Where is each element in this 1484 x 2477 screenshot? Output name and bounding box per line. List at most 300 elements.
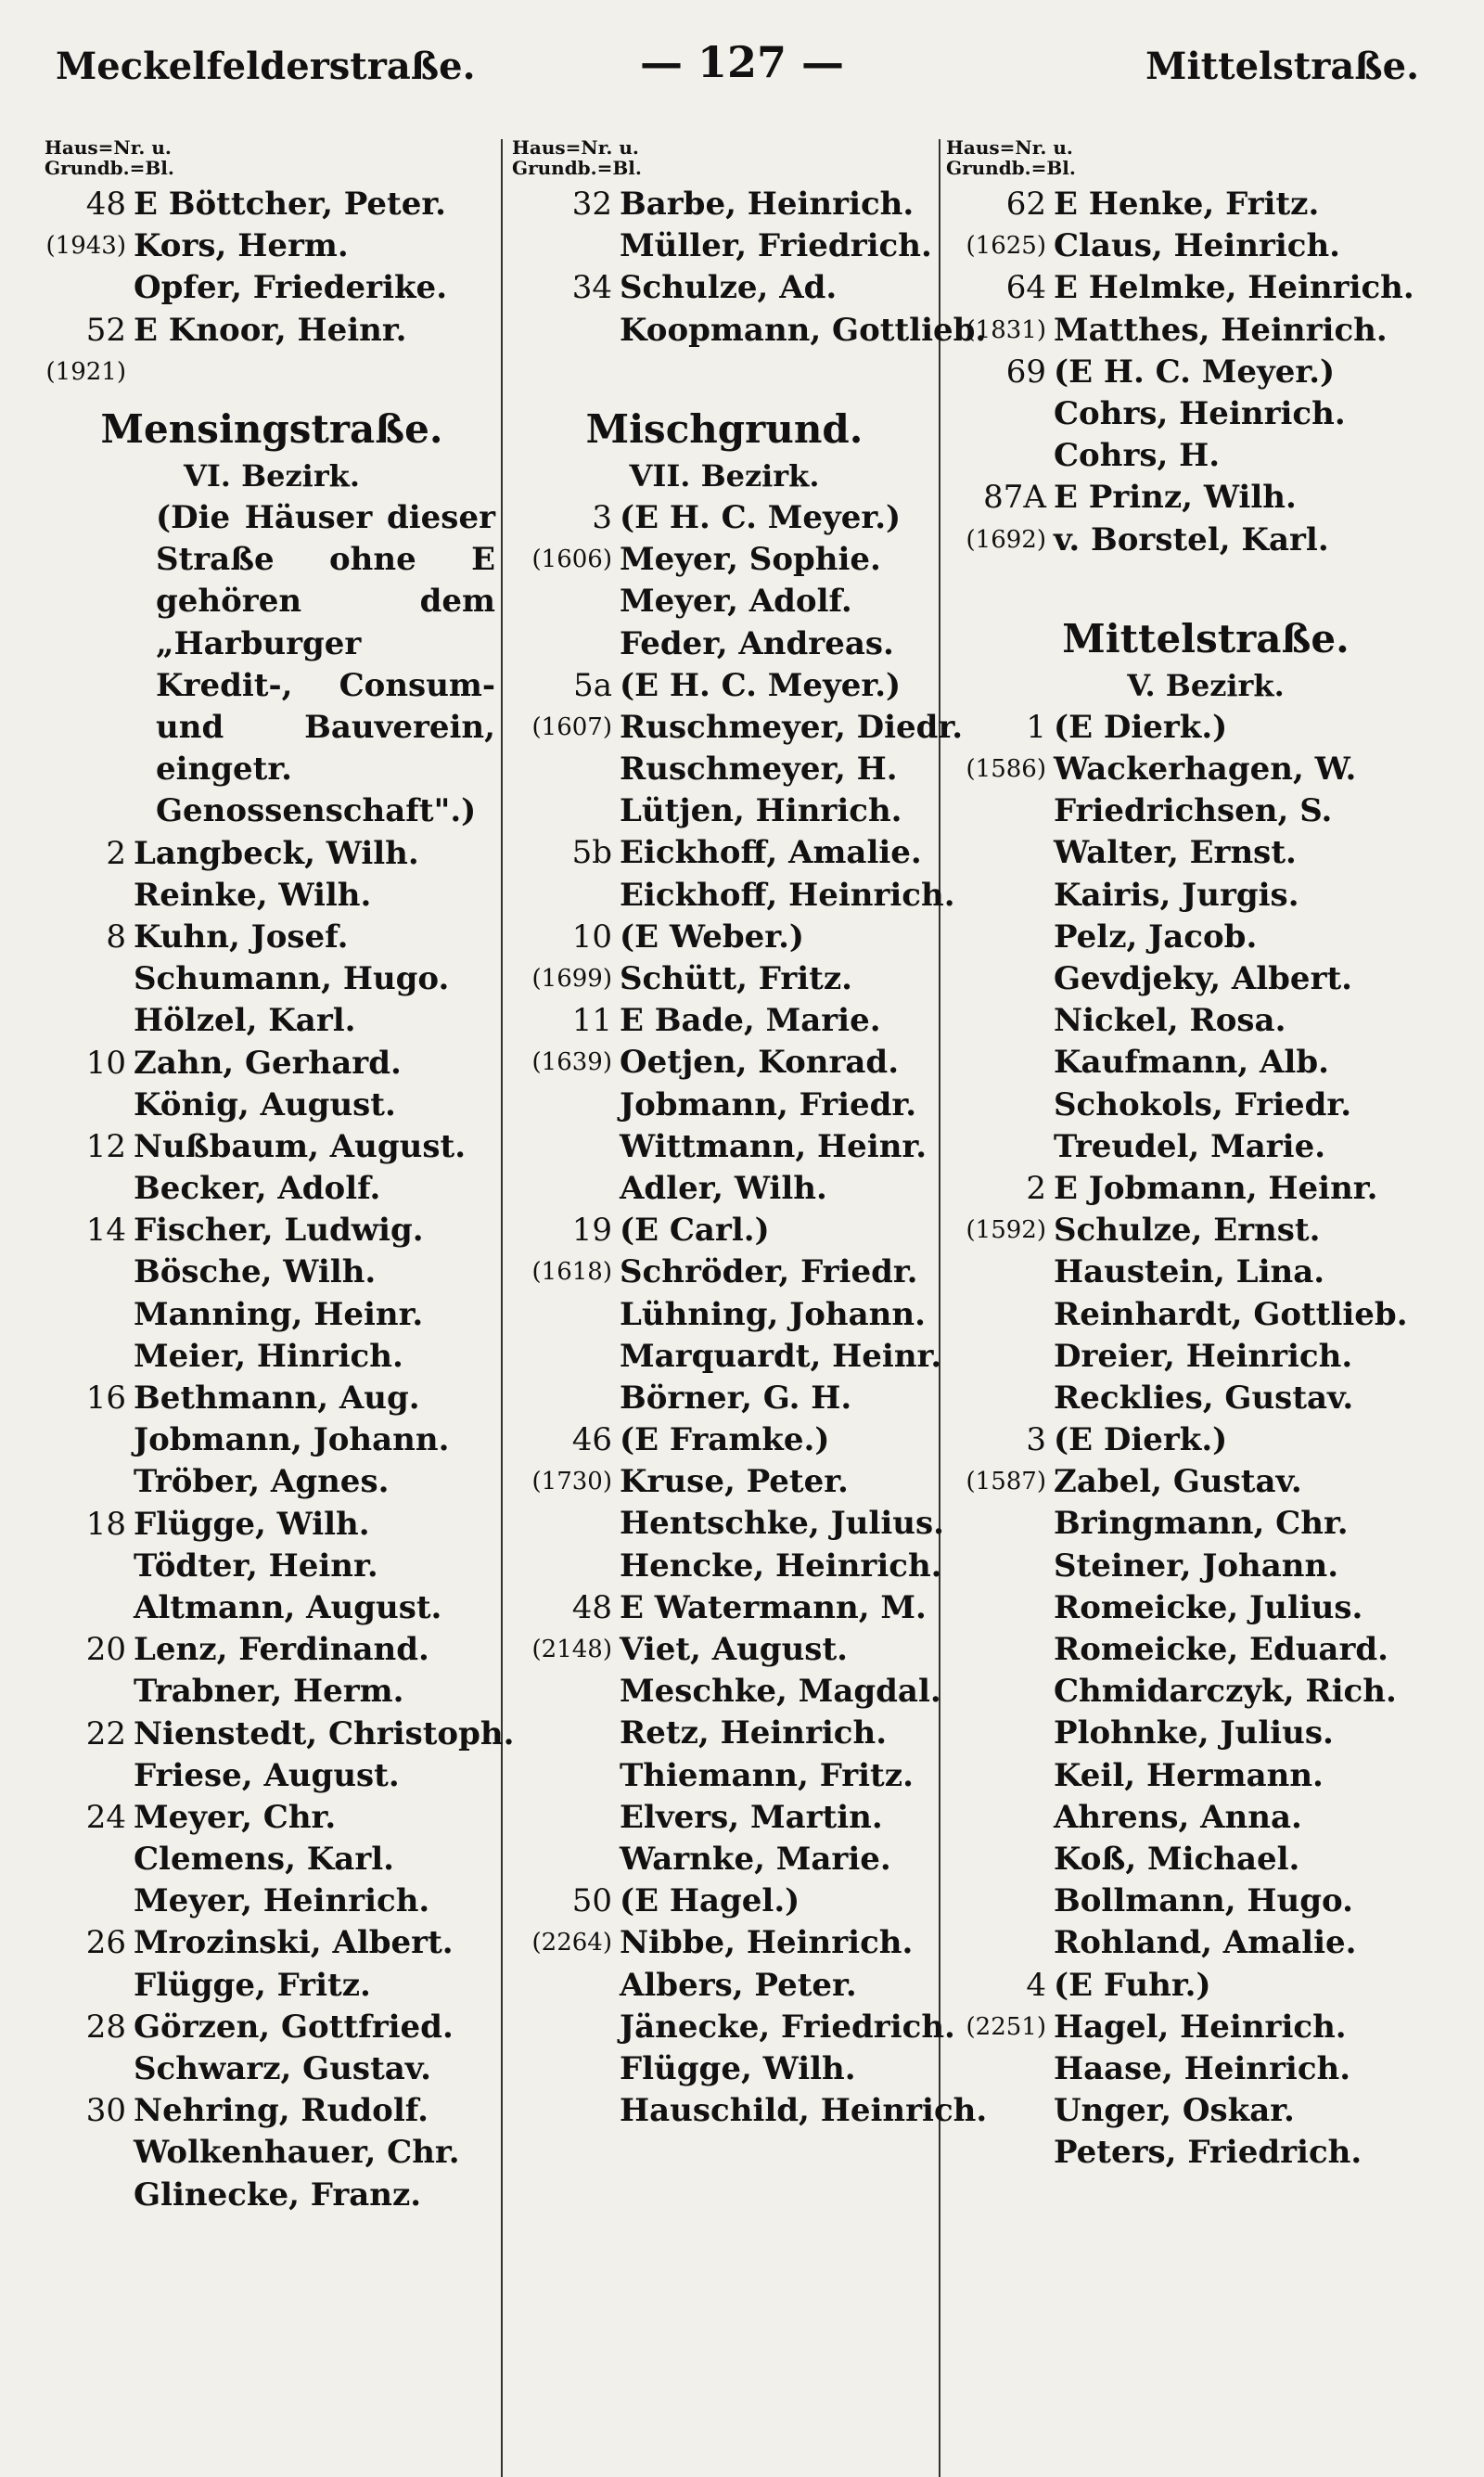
resident-name: Haustein, Lina. — [1054, 1253, 1325, 1291]
list-item — [946, 1000, 1465, 1042]
entry-list — [512, 497, 988, 2132]
resident-name: Romeicke, Eduard. — [1054, 1631, 1388, 1668]
resident-name: Schröder, Friedr. — [620, 1253, 918, 1291]
list-item — [512, 1168, 937, 1210]
list-item — [946, 2007, 1465, 2048]
resident-name: Lenz, Ferdinand. — [134, 1631, 429, 1669]
house-number: 69 — [1005, 353, 1046, 391]
grundbuch-number: (1592) — [966, 1216, 1046, 1245]
list-item — [946, 832, 1465, 874]
resident-name: Cohrs, H. — [1054, 437, 1221, 475]
list-item — [946, 310, 1465, 352]
resident-name: E Knoor, Heinr. — [134, 311, 407, 349]
list-item — [45, 1671, 499, 1713]
list-item — [45, 1251, 499, 1293]
resident-name: Manning, Heinr. — [134, 1295, 424, 1333]
grundbuch-number: (1639) — [531, 1048, 612, 1077]
house-number: 24 — [85, 1798, 126, 1836]
list-item — [45, 1797, 499, 1839]
house-number — [946, 917, 1046, 958]
district-label: VII. Bezirk. — [629, 457, 820, 494]
list-item — [946, 1294, 1465, 1336]
resident-name: Matthes, Heinrich. — [1054, 311, 1388, 349]
resident-name: Bringmann, Chr. — [1054, 1505, 1349, 1543]
resident-name: Ruschmeyer, Diedr. — [620, 708, 964, 746]
list-item — [45, 1168, 499, 1210]
list-item — [946, 1084, 1465, 1126]
house-number — [512, 1168, 612, 1210]
list-item — [946, 1587, 1465, 1629]
grundbuch-number: (1618) — [531, 1258, 612, 1287]
list-item — [45, 1755, 499, 1797]
list-item — [512, 497, 937, 539]
resident-name: Hagel, Heinrich. — [1054, 2008, 1347, 2046]
list-item — [512, 2048, 937, 2090]
ownership-note: (Die Häuser dieser Straße ohne E gehören dem „Harburger Kredit-, Consum- und Bauverein, eingetr. Genossenschaft".) — [156, 498, 495, 830]
list-item — [946, 1042, 1465, 1084]
resident-name: Meyer, Adolf. — [620, 583, 852, 621]
house-number — [512, 1755, 612, 1797]
entry-list — [45, 184, 499, 393]
resident-name: Thiemann, Fritz. — [620, 1756, 914, 1794]
list-item — [512, 958, 937, 1000]
list-item — [512, 832, 937, 874]
house-number — [512, 225, 612, 267]
house-number: 2 — [1026, 1169, 1046, 1207]
list-item — [946, 1713, 1465, 1754]
resident-name: Schumann, Hugo. — [134, 960, 450, 998]
resident-name: Schütt, Fritz. — [620, 960, 852, 997]
list-item — [45, 267, 499, 309]
column-header-line1: Haus=Nr. u. — [45, 136, 172, 159]
resident-name: Langbeck, Wilh. — [134, 834, 419, 872]
resident-name: Zahn, Gerhard. — [134, 1044, 402, 1082]
list-item — [946, 707, 1465, 749]
list-item — [512, 1294, 937, 1336]
list-item — [45, 1587, 499, 1629]
house-number — [946, 1671, 1046, 1713]
column-header-line2: Grundb.=Bl. — [946, 157, 1076, 179]
house-number — [45, 1880, 126, 1922]
resident-name: Kuhn, Josef. — [134, 918, 349, 956]
resident-name: Bethmann, Aug. — [134, 1380, 420, 1417]
resident-name: Cohrs, Heinrich. — [1054, 394, 1346, 432]
list-item — [946, 520, 1465, 561]
resident-name: Mrozinski, Albert. — [134, 1924, 454, 1962]
resident-name: Viet, August. — [620, 1631, 848, 1668]
resident-name: Ruschmeyer, H. — [620, 751, 898, 789]
resident-name: Jobmann, Johann. — [134, 1421, 450, 1459]
list-item — [45, 1965, 499, 2007]
list-item — [512, 1755, 937, 1797]
list-item — [45, 1922, 499, 1964]
list-item — [512, 665, 937, 707]
list-item — [45, 1504, 499, 1546]
house-number — [946, 1000, 1046, 1042]
resident-name: Nußbaum, August. — [134, 1127, 467, 1165]
entry-list — [45, 833, 515, 2216]
resident-name: Romeicke, Julius. — [1054, 1588, 1363, 1626]
resident-name: Kors, Herm. — [134, 227, 349, 265]
house-number — [512, 1965, 612, 2007]
list-item — [946, 1378, 1465, 1419]
list-item — [45, 917, 499, 958]
street-heading: Mittelstraße. — [1062, 615, 1350, 661]
house-number: 14 — [85, 1212, 126, 1250]
house-number — [45, 2048, 126, 2090]
grundbuch-number: (1730) — [531, 1468, 612, 1496]
resident-name: Pelz, Jacob. — [1054, 918, 1258, 956]
list-item — [946, 1755, 1465, 1797]
resident-name: Flügge, Wilh. — [134, 1505, 370, 1543]
house-number: 3 — [592, 498, 612, 536]
resident-name: (E Framke.) — [620, 1421, 830, 1459]
house-number — [512, 2007, 612, 2048]
column-divider — [501, 139, 503, 2477]
resident-name: Warnke, Marie. — [620, 1840, 891, 1878]
list-item — [512, 623, 937, 665]
list-item — [946, 393, 1465, 435]
house-number — [946, 1587, 1046, 1629]
list-item — [946, 1461, 1465, 1503]
list-item — [512, 267, 937, 309]
house-number — [946, 1880, 1046, 1922]
header-right-street: Mittelstraße. — [1145, 45, 1419, 88]
list-item — [512, 1629, 937, 1671]
resident-name: Kairis, Jurgis. — [1054, 876, 1299, 914]
resident-name: (E H. C. Meyer.) — [1054, 353, 1336, 391]
list-item — [45, 1713, 515, 1755]
column-header — [512, 137, 937, 184]
resident-name: Hentschke, Julius. — [620, 1505, 944, 1543]
list-item — [946, 875, 1465, 917]
column-3 — [946, 137, 1465, 2174]
resident-name: E Jobmann, Heinr. — [1054, 1169, 1378, 1207]
column-2 — [512, 136, 988, 2132]
house-number: 19 — [571, 1212, 612, 1250]
list-item — [45, 1000, 499, 1042]
list-item — [512, 1042, 937, 1084]
house-number — [512, 1294, 612, 1336]
resident-name: Walter, Ernst. — [1054, 834, 1297, 872]
house-number: 22 — [85, 1714, 126, 1752]
resident-name: Koopmann, Gottlieb. — [620, 311, 987, 349]
house-number — [946, 1336, 1046, 1378]
resident-name: Meier, Hinrich. — [134, 1337, 403, 1375]
list-item — [946, 1922, 1465, 1964]
grundbuch-number: (1831) — [966, 315, 1046, 344]
column-header-line1: Haus=Nr. u. — [946, 136, 1073, 159]
list-item — [512, 1210, 937, 1251]
resident-name: Lühning, Johann. — [620, 1295, 926, 1333]
resident-name: Meyer, Sophie. — [620, 541, 881, 579]
resident-name: Altmann, August. — [134, 1588, 442, 1626]
grundbuch-number: (2148) — [531, 1636, 612, 1663]
resident-name: Wittmann, Heinr. — [620, 1127, 928, 1165]
resident-name: E Bade, Marie. — [620, 1002, 881, 1040]
list-item — [512, 310, 987, 352]
district-label: VI. Bezirk. — [184, 457, 360, 494]
list-item — [512, 875, 955, 917]
column-header — [45, 137, 499, 184]
house-number — [946, 1294, 1046, 1336]
resident-name: Meschke, Magdal. — [620, 1673, 941, 1711]
list-item — [45, 1126, 499, 1168]
list-item — [45, 2175, 499, 2216]
resident-name: Jobmann, Friedr. — [620, 1085, 917, 1123]
list-item — [512, 581, 937, 622]
resident-name: (E H. C. Meyer.) — [620, 666, 902, 704]
house-number — [512, 875, 612, 917]
resident-name: Müller, Friedrich. — [620, 227, 932, 265]
list-item — [512, 1965, 937, 2007]
resident-name: (E H. C. Meyer.) — [620, 498, 902, 536]
house-number: 28 — [85, 2008, 126, 2046]
house-number — [45, 1671, 126, 1713]
resident-name: Marquardt, Heinr. — [620, 1337, 942, 1375]
section-gap — [512, 352, 937, 393]
list-item — [946, 749, 1465, 790]
resident-name: Schwarz, Gustav. — [134, 2050, 431, 2087]
house-number — [946, 875, 1046, 917]
resident-name: Schulze, Ernst. — [1054, 1212, 1321, 1250]
resident-name: Glinecke, Franz. — [134, 2175, 422, 2214]
list-item — [946, 790, 1465, 832]
house-number — [45, 1294, 126, 1336]
resident-name: (E Weber.) — [620, 918, 805, 956]
resident-name: Bollmann, Hugo. — [1054, 1882, 1353, 1920]
list-item — [512, 1503, 944, 1545]
list-item — [45, 1210, 499, 1251]
list-item — [45, 833, 499, 875]
list-item — [512, 1000, 937, 1042]
house-number — [512, 1839, 612, 1880]
list-item — [512, 1880, 937, 1922]
list-item — [45, 1336, 499, 1378]
house-number — [512, 749, 612, 790]
house-number: 46 — [571, 1421, 612, 1459]
list-item — [512, 707, 964, 749]
list-item — [512, 225, 937, 267]
house-number — [512, 310, 612, 352]
resident-name: König, August. — [134, 1085, 396, 1123]
house-number: 2 — [106, 834, 126, 872]
resident-name: E Helmke, Heinrich. — [1054, 269, 1414, 307]
grundbuch-number: (1607) — [531, 712, 612, 741]
house-number — [45, 1168, 126, 1210]
house-number — [45, 1251, 126, 1293]
house-number — [512, 1713, 612, 1754]
house-number — [946, 1546, 1046, 1587]
resident-name: Trabner, Herm. — [134, 1673, 404, 1711]
house-number — [512, 1084, 612, 1126]
house-number — [45, 1965, 126, 2007]
house-number — [946, 1251, 1046, 1293]
resident-name: Zabel, Gustav. — [1054, 1463, 1302, 1501]
house-number — [45, 1419, 126, 1461]
list-item — [512, 790, 937, 832]
resident-name: Oetjen, Konrad. — [620, 1044, 900, 1082]
resident-name: Lütjen, Hinrich. — [620, 792, 902, 830]
resident-name: Fischer, Ludwig. — [134, 1212, 424, 1250]
grundbuch-number: (2251) — [966, 2012, 1046, 2041]
resident-name: Börner, G. H. — [620, 1379, 852, 1417]
resident-name: Flügge, Wilh. — [620, 2049, 856, 2087]
resident-name: Meyer, Chr. — [134, 1798, 337, 1836]
list-item — [946, 267, 1465, 309]
grundbuch-number: (2264) — [531, 1929, 612, 1957]
house-number: 16 — [85, 1380, 126, 1417]
house-number: 64 — [1005, 269, 1046, 307]
house-number: 10 — [571, 918, 612, 956]
house-number — [45, 1546, 126, 1587]
list-item — [946, 1839, 1465, 1880]
house-number — [946, 2048, 1046, 2090]
house-number: 20 — [85, 1631, 126, 1669]
grundbuch-number: (1606) — [531, 545, 612, 574]
resident-name: Plohnke, Julius. — [1054, 1714, 1334, 1752]
list-item — [512, 1419, 937, 1461]
list-item — [512, 2090, 988, 2132]
resident-name: Chmidarczyk, Rich. — [1054, 1673, 1397, 1711]
resident-name: E Prinz, Wilh. — [1054, 479, 1297, 517]
grundbuch-number: (1625) — [966, 232, 1046, 261]
house-number — [946, 958, 1046, 1000]
house-number — [512, 2048, 612, 2090]
list-item — [45, 1419, 499, 1461]
list-item — [45, 1880, 499, 1922]
list-item — [946, 1965, 1465, 2007]
list-item — [45, 958, 499, 1000]
list-item — [512, 1713, 937, 1754]
resident-name: Steiner, Johann. — [1054, 1547, 1339, 1585]
house-number — [512, 1336, 612, 1378]
resident-name: Adler, Wilh. — [620, 1169, 827, 1207]
resident-name: Wolkenhauer, Chr. — [134, 2134, 460, 2172]
resident-name: Flügge, Fritz. — [134, 1966, 371, 2004]
resident-name: Opfer, Friederike. — [134, 269, 448, 307]
resident-name: Friedrichsen, S. — [1054, 792, 1333, 830]
column-header-line2: Grundb.=Bl. — [512, 157, 642, 179]
house-number — [512, 1546, 612, 1587]
house-number: 5b — [571, 834, 612, 872]
house-number — [45, 875, 126, 917]
resident-name: (E Dierk.) — [1054, 1421, 1228, 1459]
grundbuch-number: (1943) — [45, 232, 126, 261]
list-item — [45, 1839, 499, 1880]
list-item — [45, 1461, 499, 1503]
column-header — [946, 137, 1465, 184]
list-item — [45, 1378, 499, 1419]
house-number: 11 — [571, 1002, 612, 1040]
house-number: 52 — [85, 311, 126, 349]
house-number: 50 — [571, 1882, 612, 1920]
house-number — [512, 1378, 612, 1419]
list-item — [946, 1210, 1465, 1251]
street-heading: Mensingstraße. — [100, 405, 443, 452]
house-number — [512, 1671, 612, 1713]
resident-name: Haase, Heinrich. — [1054, 2049, 1351, 2087]
list-item — [946, 2090, 1465, 2132]
resident-name: Peters, Friedrich. — [1054, 2134, 1362, 2172]
house-number — [946, 1084, 1046, 1126]
resident-name: Nienstedt, Christoph. — [134, 1714, 515, 1752]
resident-name: E Henke, Fritz. — [1054, 186, 1320, 223]
entry-list — [946, 184, 1465, 561]
house-number: 18 — [85, 1505, 126, 1543]
house-number: 1 — [1026, 708, 1046, 746]
list-item — [45, 875, 499, 917]
house-number — [45, 1461, 126, 1503]
list-item — [946, 1797, 1465, 1839]
resident-name: v. Borstel, Karl. — [1054, 520, 1329, 558]
list-item — [45, 1546, 499, 1587]
list-item — [512, 1671, 941, 1713]
list-item — [512, 184, 937, 225]
list-item — [946, 1503, 1465, 1545]
list-item — [45, 2132, 499, 2174]
list-item — [512, 539, 937, 581]
resident-name: Retz, Heinrich. — [620, 1714, 888, 1752]
house-number: 48 — [571, 1588, 612, 1626]
grundbuch-number: (1921) — [45, 357, 126, 386]
house-number — [946, 1922, 1046, 1964]
list-item — [512, 917, 937, 958]
list-item — [512, 1587, 937, 1629]
resident-name: Meyer, Heinrich. — [134, 1882, 430, 1920]
list-item — [512, 1546, 942, 1587]
list-item — [45, 2090, 499, 2132]
street-heading: Mischgrund. — [585, 405, 864, 452]
resident-name: Kruse, Peter. — [620, 1463, 849, 1501]
grundbuch-number: (1586) — [966, 755, 1046, 784]
house-number — [512, 2090, 612, 2132]
house-number — [512, 1126, 612, 1168]
resident-name: (E Carl.) — [620, 1212, 770, 1250]
house-number — [45, 267, 126, 309]
column-header-line1: Haus=Nr. u. — [512, 136, 639, 159]
resident-name: Recklies, Gustav. — [1054, 1379, 1354, 1417]
resident-name: Jänecke, Friedrich. — [620, 2008, 955, 2046]
resident-name: Nickel, Rosa. — [1054, 1002, 1286, 1040]
list-item — [946, 1671, 1465, 1713]
resident-name: Eickhoff, Amalie. — [620, 834, 922, 872]
list-item — [45, 184, 499, 225]
house-number — [946, 1503, 1046, 1545]
list-item — [946, 1629, 1465, 1671]
district-label: V. Bezirk. — [1127, 667, 1285, 703]
house-number: 12 — [85, 1127, 126, 1165]
column-header-line2: Grundb.=Bl. — [45, 157, 174, 179]
list-item — [512, 1336, 942, 1378]
resident-name: Tödter, Heinr. — [134, 1547, 378, 1585]
resident-name: Görzen, Gottfried. — [134, 2008, 454, 2046]
list-item — [512, 1922, 937, 1964]
resident-name: Schulze, Ad. — [620, 269, 838, 307]
resident-name: Kaufmann, Alb. — [1054, 1044, 1329, 1082]
house-number — [946, 1378, 1046, 1419]
resident-name: Clemens, Karl. — [134, 1841, 394, 1879]
house-number — [946, 790, 1046, 832]
resident-name: Becker, Adolf. — [134, 1170, 381, 1208]
list-item — [45, 2048, 499, 2090]
list-item — [45, 310, 499, 352]
list-item — [946, 917, 1465, 958]
resident-name: Tröber, Agnes. — [134, 1463, 390, 1501]
house-number — [946, 1042, 1046, 1084]
header-left-street: Meckelfelderstraße. — [56, 45, 476, 88]
resident-name: Ahrens, Anna. — [1054, 1798, 1302, 1836]
